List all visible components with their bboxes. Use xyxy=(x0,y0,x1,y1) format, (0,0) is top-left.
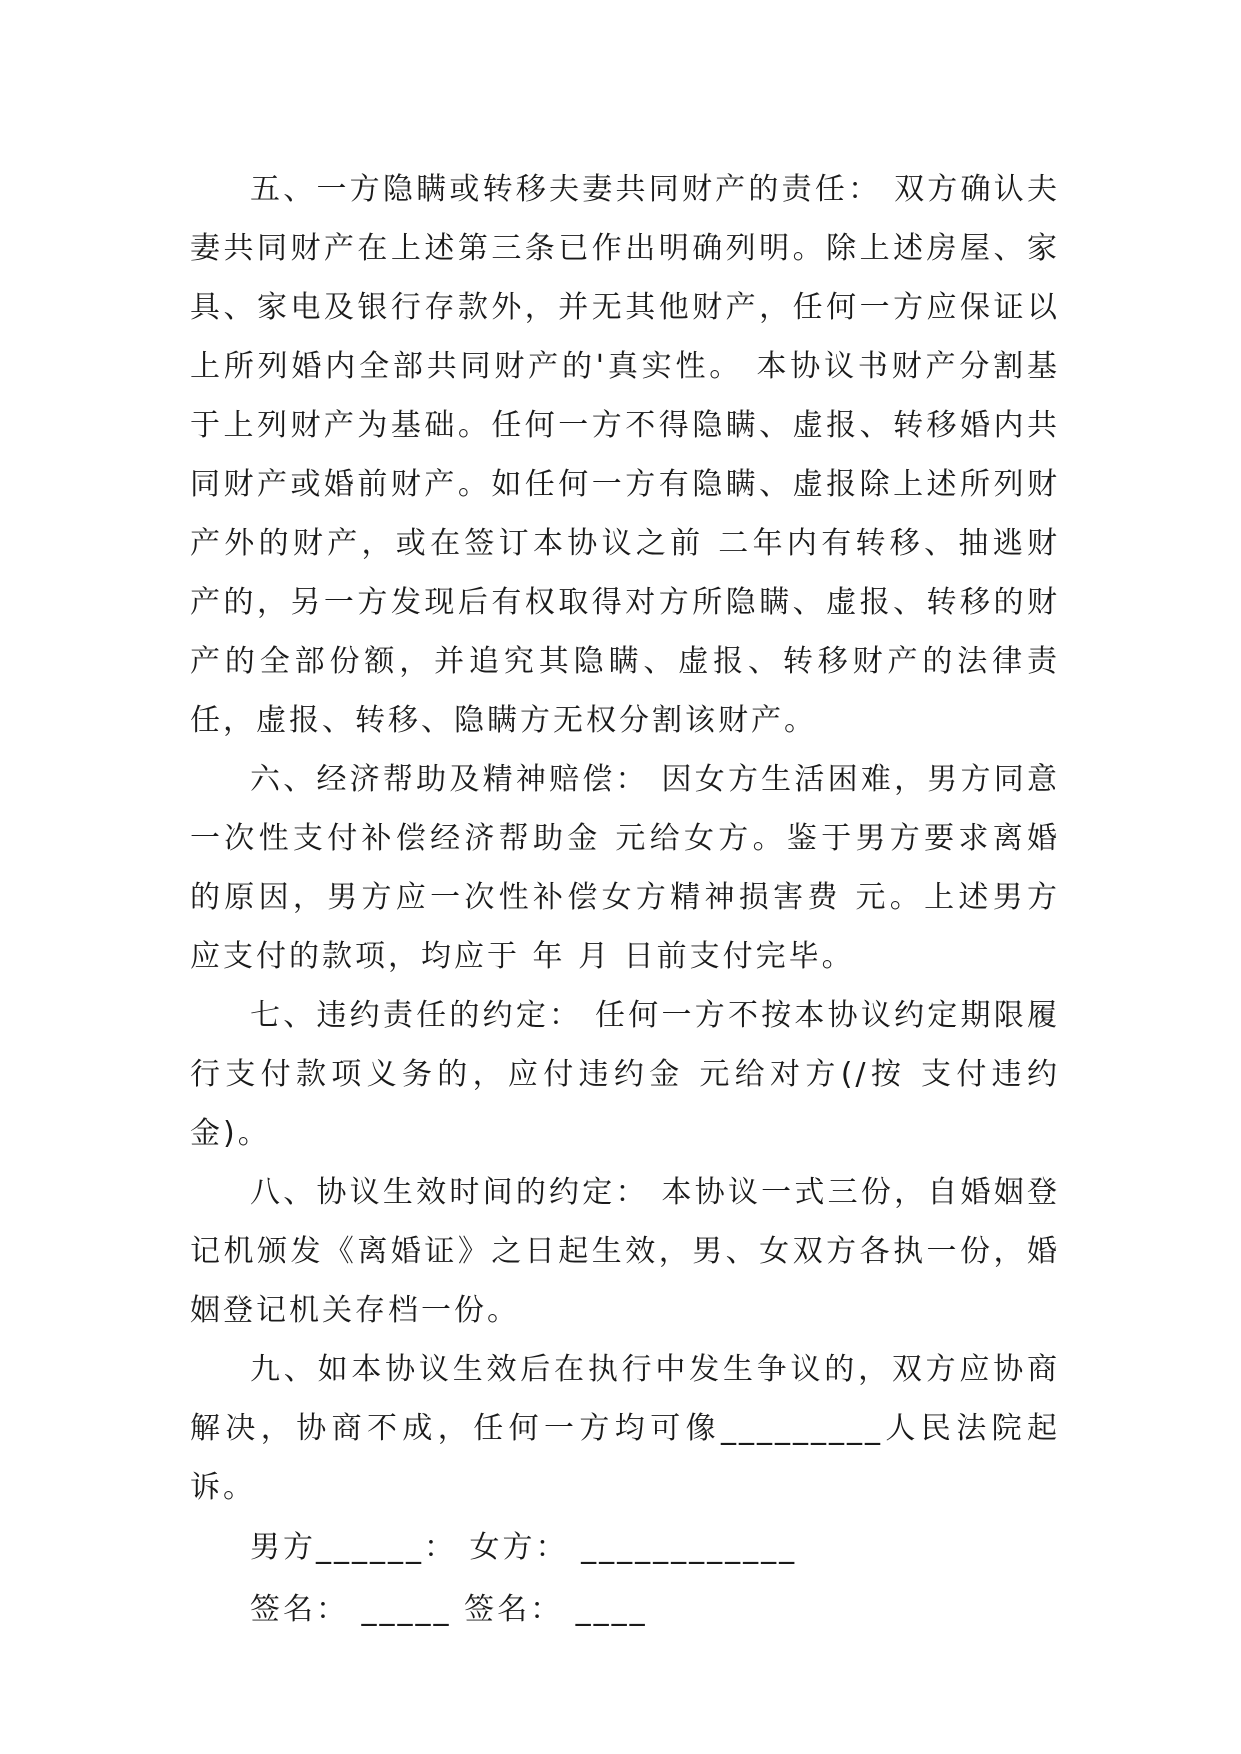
party-names-line: 男方______： 女方： ____________ xyxy=(250,1530,798,1565)
document-body xyxy=(190,160,1060,1641)
clause-9-dispute: 九、如本协议生效后在执行中发生争议的，双方应协商解决，协商不成，任何一方均可像_________人民法院起诉。 xyxy=(190,1352,1060,1505)
clause-5-concealment: 五、一方隐瞒或转移夫妻共同财产的责任： 双方确认夫妻共同财产在上述第三条已作出明确列明。除上述房屋、家具、家电及银行存款外，并无其他财产，任何一方应保证以上所列婚内全部共同财产的'真实性。 本协议书财产分割基于上列财产为基础。任何一方不得隐瞒、虚报、转移婚内共同财产或婚前财产。如任何一方有隐瞒、虚报除上述所列财产外的财产，或在签订本协议之前 二年内有转移、抽逃财产的，另一方发现后有权取得对方所隐瞒、虚报、转移的财产的全部份额，并追究其隐瞒、虚报、转移财产的法律责任，虚报、转移、隐瞒方无权分割该财产。 xyxy=(190,172,1060,738)
clause-6-compensation: 六、经济帮助及精神赔偿： 因女方生活困难，男方同意一次性支付补偿经济帮助金 元给女方。鉴于男方要求离婚的原因，男方应一次性补偿女方精神损害费 元。上述男方应支付的款项，均应于 年 月 日前支付完毕。 xyxy=(190,762,1060,974)
clause-8-effective-date: 八、协议生效时间的约定： 本协议一式三份，自婚姻登记机颁发《离婚证》之日起生效，男、女双方各执一份，婚姻登记机关存档一份。 xyxy=(190,1175,1060,1328)
clause-7-breach: 七、违约责任的约定： 任何一方不按本协议约定期限履行支付款项义务的，应付违约金 元给对方(/按 支付违约金)。 xyxy=(190,998,1060,1151)
signature-line: 签名： _____ 签名： ____ xyxy=(250,1592,648,1627)
